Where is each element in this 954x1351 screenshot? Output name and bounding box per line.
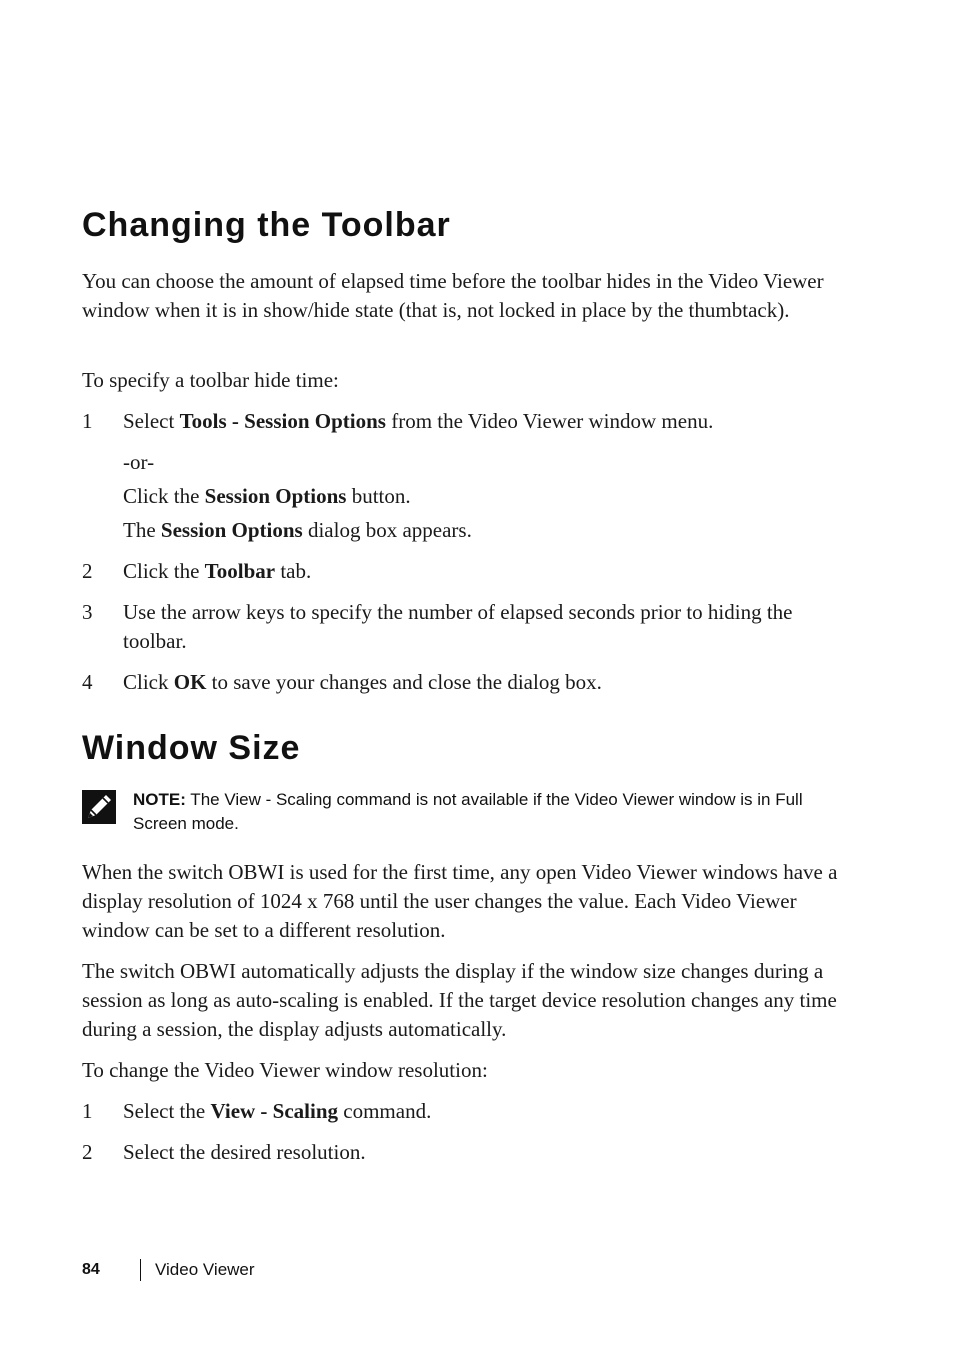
step-text: Select the View - Scaling command. <box>123 1099 432 1123</box>
step-1-alternative: Click the Session Options button. <box>123 484 411 508</box>
footer-section-name: Video Viewer <box>155 1260 255 1279</box>
window-size-paragraph-1: When the switch OBWI is used for the first time, any open Video Viewer windows have a display resolution of 1024 x 768 until the user changes the value. Each Video Viewer window can be set to a different resolution. <box>82 860 838 942</box>
step-or-separator: -or- <box>123 450 155 474</box>
step-text: Click the Toolbar tab. <box>123 559 312 583</box>
window-size-paragraph-2: The switch OBWI automatically adjusts the display if the window size changes during a session as long as auto-scaling is enabled. If the target device resolution changes any time during a session, the display adjusts automatically. <box>82 959 837 1041</box>
toolbar-intro-paragraph: You can choose the amount of elapsed time before the toolbar hides in the Video Viewer window when it is in show/hide state (that is, not locked in place by the thumbtack). <box>82 269 824 322</box>
step-number: 1 <box>82 1099 93 1123</box>
pencil-note-icon <box>82 790 116 824</box>
step-number: 2 <box>82 559 93 583</box>
step-number: 4 <box>82 670 93 694</box>
page-number: 84 <box>82 1261 100 1278</box>
toolbar-lead-paragraph: To specify a toolbar hide time: <box>82 368 339 392</box>
section-title-window-size: Window Size <box>82 729 301 767</box>
step-number: 3 <box>82 600 93 624</box>
step-text: Click OK to save your changes and close the dialog box. <box>123 670 602 694</box>
step-text: Select the desired resolution. <box>123 1140 366 1164</box>
step-number: 1 <box>82 409 93 433</box>
footer-divider <box>140 1259 141 1281</box>
step-text: Select Tools - Session Options from the Video Viewer window menu. <box>123 409 714 433</box>
window-size-lead-paragraph: To change the Video Viewer window resolution: <box>82 1058 488 1082</box>
step-text: Use the arrow keys to specify the number of elapsed seconds prior to hiding the toolbar. <box>123 600 793 653</box>
section-title-toolbar: Changing the Toolbar <box>82 206 451 244</box>
note-text: NOTE: The View - Scaling command is not available if the Video Viewer window is in Full Screen mode. <box>133 790 803 833</box>
step-1-result: The Session Options dialog box appears. <box>123 518 472 542</box>
step-number: 2 <box>82 1140 93 1164</box>
